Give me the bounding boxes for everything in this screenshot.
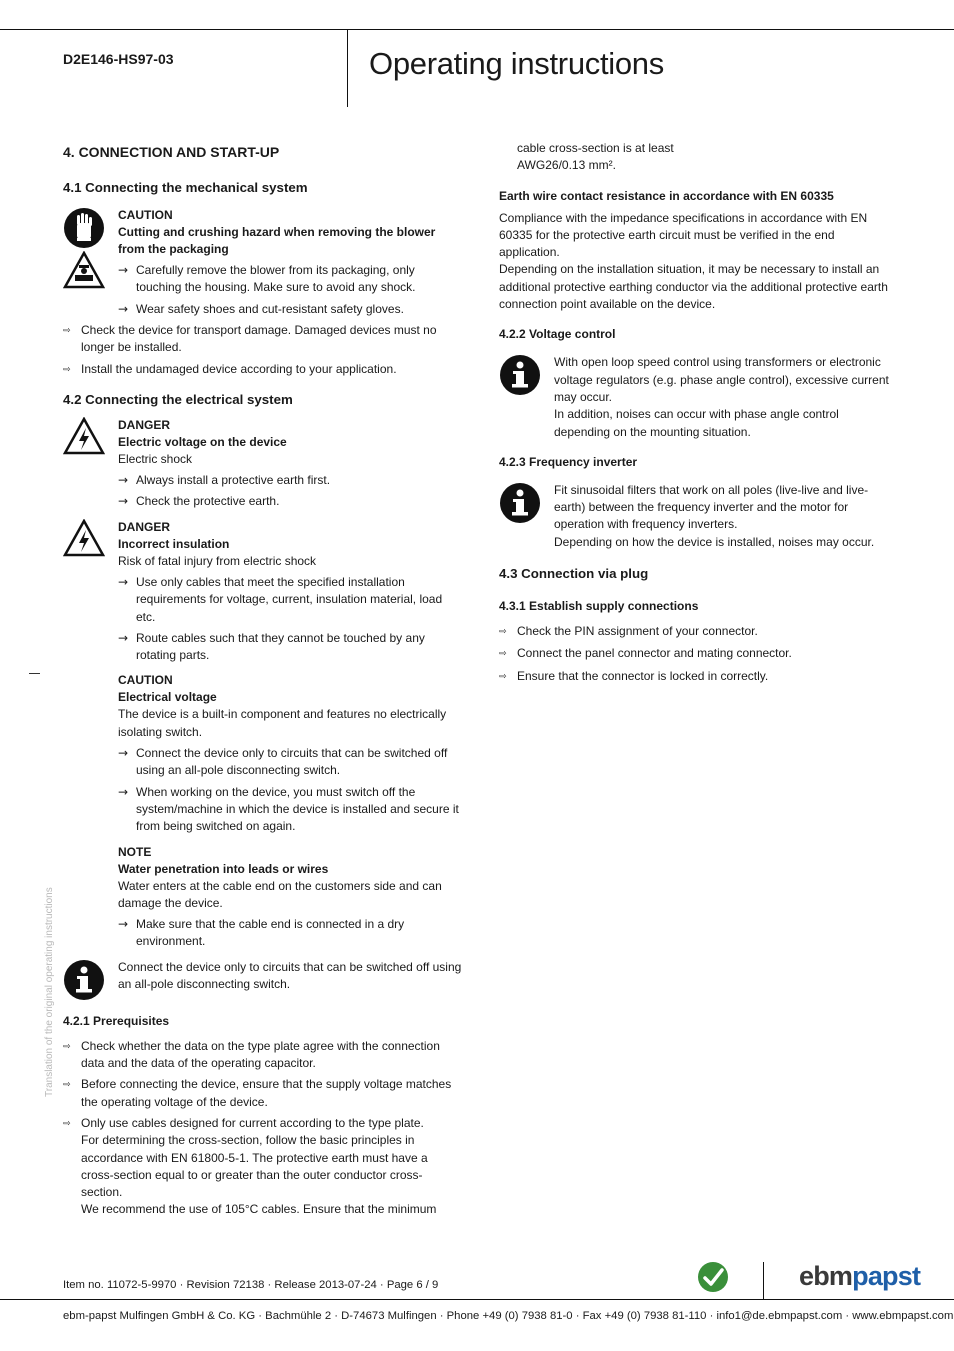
info-icon [499,354,541,396]
arrow-icon: → [118,784,129,799]
earth-paragraph: Depending on the installation situation, it may be necessary to install an additional protective earthing conductor via the additional protective earth connection point available on the device. [499,262,888,312]
section-title-4-2-3: 4.2.3 Frequency inverter [499,454,638,469]
danger-electric-voltage [63,417,463,511]
hand-crush-warning-icon [63,251,105,293]
footer-rule [0,1299,954,1300]
section-title-4-2: 4.2 Connecting the electrical system [63,391,293,407]
step: → Wear safety shoes and cut-resistant safety gloves. [118,301,463,318]
arrow-icon: → [118,917,129,932]
note-label: NOTE [118,844,152,859]
danger-label: DANGER [118,519,171,534]
header-divider [347,30,348,107]
note-subtitle: Water penetration into leads or wires [118,861,329,876]
margin-mark [29,673,40,674]
caution-electrical-voltage [63,672,463,835]
arrow-icon: → [118,473,129,488]
info-icon [499,482,541,524]
continuation-text: cable cross-section is at least AWG26/0.13 mm². [517,141,674,173]
footer-item-info: Item no. 11072-5-9970 · Revision 72138 · Release 2013-07-24 · Page 6 / 9 [63,1279,439,1291]
section-title-4-3-1: 4.3.1 Establish supply connections [499,599,699,614]
list-item: ⇨ Only use cables designed for current according to the type plate. For determining the cross-section, follow the basic principles in accordance with EN 61800-5-1. The protective earth must have a cross-section equal to or greater than the outer conductor cross-section. We recommend the use of 105°C cables. Ensure that the minimum [63,1115,463,1219]
danger-subtitle: Electric voltage on the device [118,434,287,449]
step: → Carefully remove the blower from its packaging, only touching the housing. Make sure to avoid any shock. [118,263,416,295]
footer-company-info: ebm-papst Mulfingen GmbH & Co. KG · Bachmühle 2 · D-74673 Mulfingen · Phone +49 (0) 7938 81-0 · Fax +49 (0) 7938 81-110 · info1@de.ebmpapst.com · www.ebmpapst.com [63,1310,954,1322]
step: → Connect the device only to circuits that can be switched off using an all-pole disconnecting switch. [118,746,448,778]
step: → Always install a protective earth first. [118,472,463,489]
bullet-arrow-icon: ⇨ [63,325,71,336]
caution-label: CAUTION [118,208,173,222]
bullet-arrow-icon: ⇨ [499,671,507,682]
earth-paragraph: Compliance with the impedance specifications in accordance with EN 60335 for the protective earth circuit must be verified in the end application. [499,210,868,260]
translation-note: Translation of the original operating instructions [44,887,55,1097]
arrow-icon: → [118,746,129,761]
section-title-4: 4. CONNECTION AND START-UP [63,144,280,160]
header-top-rule [0,29,954,30]
step: → Use only cables that meet the specified installation requirements for voltage, current, insulation material, load etc. [118,574,443,624]
gloves-icon [63,207,105,249]
earth-resistance-title: Earth wire contact resistance in accordance with EN 60335 [499,188,834,203]
arrow-icon: → [118,263,129,277]
footer-divider [763,1262,764,1299]
danger-body: Risk of fatal injury from electric shock [118,553,317,568]
bullet-arrow-icon: ⇨ [499,649,507,660]
right-column [499,140,891,685]
list-item: ⇨ Install the undamaged device according to your application. [63,361,463,378]
note-water-penetration [63,844,463,951]
arrow-icon: → [118,301,129,316]
continuation-text: For determining the cross-section, follow the basic principles in accordance with EN 61800-5-1. The protective earth must have a cross-section equal to or greater than the outer conductor cross-section. [81,1133,428,1200]
list-item: ⇨ Connect the panel connector and mating connector. [499,645,891,662]
info-text: Connect the device only to circuits that can be switched off using an all-pole disconnecting switch. [118,959,462,992]
high-voltage-warning-icon [63,519,105,561]
ebmpapst-logo: ebmpapst [799,1261,921,1291]
bullet-arrow-icon: ⇨ [63,1041,71,1052]
section-title-4-3: 4.3 Connection via plug [499,566,649,582]
info-frequency-inverter [499,482,891,551]
info-icon [63,959,105,1001]
bullet-arrow-icon: ⇨ [63,365,71,376]
caution-subtitle: Electrical voltage [118,690,217,705]
list-item: ⇨ Ensure that the connector is locked in correctly. [499,668,891,685]
continuation-text: We recommend the use of 105°C cables. Ensure that the minimum [81,1202,437,1217]
green-tech-logo [697,1261,729,1293]
page-title: Operating instructions [369,46,664,81]
caution-cutting-hazard [63,207,463,318]
caution-subtitle: Cutting and crushing hazard when removing the blower from the packaging [118,225,436,256]
step: → Route cables such that they cannot be touched by any rotating parts. [118,630,425,663]
info-voltage-control [499,354,891,440]
step: → Check the protective earth. [118,493,463,510]
info-all-pole-switch [63,959,463,999]
section-title-4-2-1: 4.2.1 Prerequisites [63,1013,170,1028]
section-title-4-1: 4.1 Connecting the mechanical system [63,180,308,195]
danger-label: DANGER [118,417,171,432]
model-number: D2E146-HS97-03 [63,51,174,67]
bullet-arrow-icon: ⇨ [63,1118,71,1129]
danger-subtitle: Incorrect insulation [118,536,230,551]
note-body: Water enters at the cable end on the customers side and can damage the device. [118,878,442,910]
arrow-icon: → [118,630,129,645]
list-item: ⇨ Check the PIN assignment of your connector. [499,623,891,640]
bullet-arrow-icon: ⇨ [63,1080,71,1091]
arrow-icon: → [118,494,129,509]
list-item: ⇨ Check whether the data on the type plate agree with the connection data and the data of the operating capacitor. [63,1038,440,1071]
info-text: Fit sinusoidal filters that work on all poles (live-live and live-earth) between the frequency inverter and the motor for operation with frequency inverters. [554,482,869,532]
info-text: With open loop speed control using transformers or electronic voltage regulators (e.g. phase angle control), excessive current may occur. [554,355,889,404]
danger-body: Electric shock [118,451,193,466]
arrow-icon: → [118,574,129,589]
high-voltage-warning-icon [63,417,105,459]
list-item: ⇨ Before connecting the device, ensure that the supply voltage matches the operating voltage of the device. [63,1077,452,1109]
caution-body: The device is a built-in component and features no electrically isolating switch. [118,707,447,739]
step: → Make sure that the cable end is connected in a dry environment. [118,917,405,949]
list-item: ⇨ Check the device for transport damage. Damaged devices must no longer be installed. [63,322,437,355]
bullet-arrow-icon: ⇨ [499,627,507,638]
danger-incorrect-insulation [63,519,463,665]
step: → When working on the device, you must switch off the system/machine in which the device is installed and secure it from being switched on again. [118,784,459,834]
info-text: In addition, noises can occur with phase angle control depending on the mounting situation. [554,407,839,439]
left-column [63,140,463,1219]
caution-label: CAUTION [118,673,173,688]
info-text: Depending on how the device is installed, noises may occur. [554,534,875,549]
section-title-4-2-2: 4.2.2 Voltage control [499,327,616,342]
